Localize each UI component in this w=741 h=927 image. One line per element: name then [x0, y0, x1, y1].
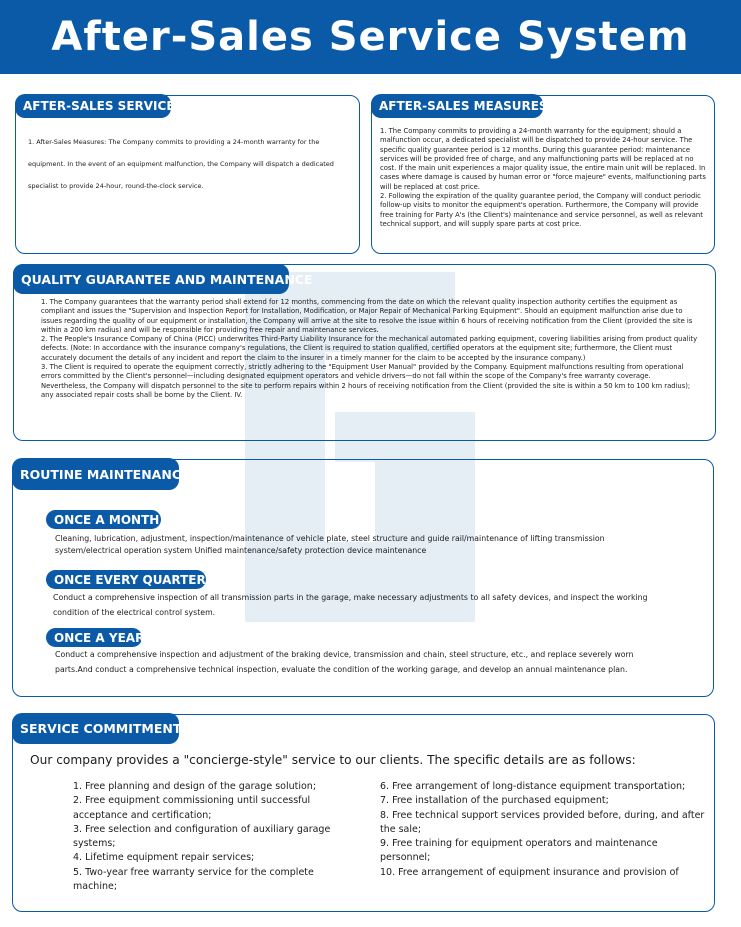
list-item: 7. Free installation of the purchased equipment; — [380, 795, 609, 807]
service-commitment-heading: SERVICE COMMITMENT — [12, 713, 179, 744]
list-item: 9. Free training for equipment operators and maintenance personnel; — [380, 838, 658, 864]
routine-maintenance-heading: ROUTINE MAINTENANCE — [12, 458, 179, 490]
once-a-year-text: Conduct a comprehensive inspection and adjustment of the braking device, transmission and chain, steel structure, etc., and replace severely worn parts.And conduct a comprehensive technical inspection, evaluate the condition of the working garage, and develop an annual maintenance plan. — [55, 650, 634, 674]
list-item: 5. Two-year free warranty service for the complete machine; — [73, 866, 314, 893]
page-header — [0, 0, 741, 74]
commitment-left-list — [73, 780, 358, 894]
once-a-month-text: Cleaning, lubrication, adjustment, inspection/maintenance of vehicle plate, steel structure and guide rail/maintenance of lifting transmission system/electrical operation system Unified maintenance/safety protection device maintenance — [55, 534, 605, 555]
after-sales-service-text: 1. After-Sales Measures: The Company commits to providing a 24-month warranty for the equipment. In the event of an equipment malfunction, the Company will dispatch a dedicated specialist to provide 24-hour, round-the-clock service. — [28, 138, 334, 190]
commitment-right-list — [380, 780, 708, 898]
list-item: 3. Free selection and configuration of auxiliary garage systems; — [73, 823, 331, 850]
page-title: After-Sales Service System — [51, 14, 690, 60]
after-sales-measures-text: 1. The Company commits to providing a 24-month warranty for the equipment; should a malfunction occur, a dedicated specialist will be dispatched to provide 24-hour service. The specific quality guarantee period is 12 months. During this guarantee period: maintenance services will be provided free of charge, and any malfunctioning parts will be replaced at no cost. If the main unit experiences a major quality issue, the entire main unit will be replaced. In cases where damage is caused by human error or "force majeure" events, malfunctioning parts will be replaced at cost price. 2. Following the expiration of the quality guarantee period, the Company will conduct periodic follow-up visits to monitor the equipment's operation. Furthermore, the Company will provide free training for Party A's (the Client's) maintenance and service personnel, as well as relevant technical support, and will supply spare parts at cost price. — [380, 127, 706, 228]
service-commitment-intro: Our company provides a "concierge-style" service to our clients. The specific details are as follows: — [30, 753, 636, 767]
after-sales-service-heading: AFTER-SALES SERVICE — [15, 94, 171, 118]
once-a-year-label: ONCE A YEAR — [46, 628, 142, 647]
quality-guarantee-heading: QUALITY GUARANTEE AND MAINTENANCE — [13, 264, 289, 294]
list-item: 2. Free equipment commissioning until successful acceptance and certification; — [73, 795, 311, 821]
quality-guarantee-text: 1. The Company guarantees that the warranty period shall extend for 12 months, commencing from the date on which the relevant quality inspection authority certifies the equipment as compliant and issues the "Supervision and Inspection Report for Installation, Modification, or Major Repair of Mechanical Parking Equipment". Should an equipment malfunction arise due to issues regarding the quality of our equipment or installation, the Company will arrive at the site to resolve the issue within 6 hours of receiving notification from the Client (provided the site is within a 200 km radius) and will be responsible for providing free repair and maintenance services. 2. The People's Insurance Company of China (PICC) underwrites Third-Party Liability Insurance for the mechanical automated parking equipment, covering liabilities arising from product quality defects. (Note: In accordance with the insurance company's regulations, the Client is required to station qualified, certified operators at the equipment site; furthermore, the Client must accurately document the details of any incident and report the claim to the insurer in a timely manner for the claim to be accepted by the insurance company.) 3. The Client is required to operate the equipment correctly, strictly adhering to the "Equipment User Manual" provided by the Company. Equipment malfunctions resulting from operational errors committed by the Client's personnel—including designated equipment operators and vehicle drivers—do not fall within the scope of the Company's free warranty coverage. Nevertheless, the Company will dispatch personnel to the site to perform repairs within 2 hours of receiving notification from the Client (provided the site is within a 50 km to 100 km radius); any associated repair costs shall be borne by the Client. IV. — [41, 298, 698, 399]
list-item: 10. Free arrangement of equipment insurance and provision of — [380, 866, 679, 878]
list-item: 6. Free arrangement of long-distance equipment transportation; — [380, 781, 686, 792]
list-item: 8. Free technical support services provided before, during, and after the sale; — [380, 809, 705, 835]
list-item: 1. Free planning and design of the garage solution; — [73, 781, 317, 792]
after-sales-measures-heading: AFTER-SALES MEASURES — [371, 94, 543, 118]
list-item: 4. Lifetime equipment repair services; — [73, 852, 255, 864]
once-every-quarter-text: Conduct a comprehensive inspection of all transmission parts in the garage, make necessary adjustments to all safety devices, and inspect the working condition of the electrical control system. — [53, 593, 648, 617]
once-a-month-label: ONCE A MONTH — [46, 510, 161, 529]
once-every-quarter-label: ONCE EVERY QUARTER — [46, 570, 206, 589]
